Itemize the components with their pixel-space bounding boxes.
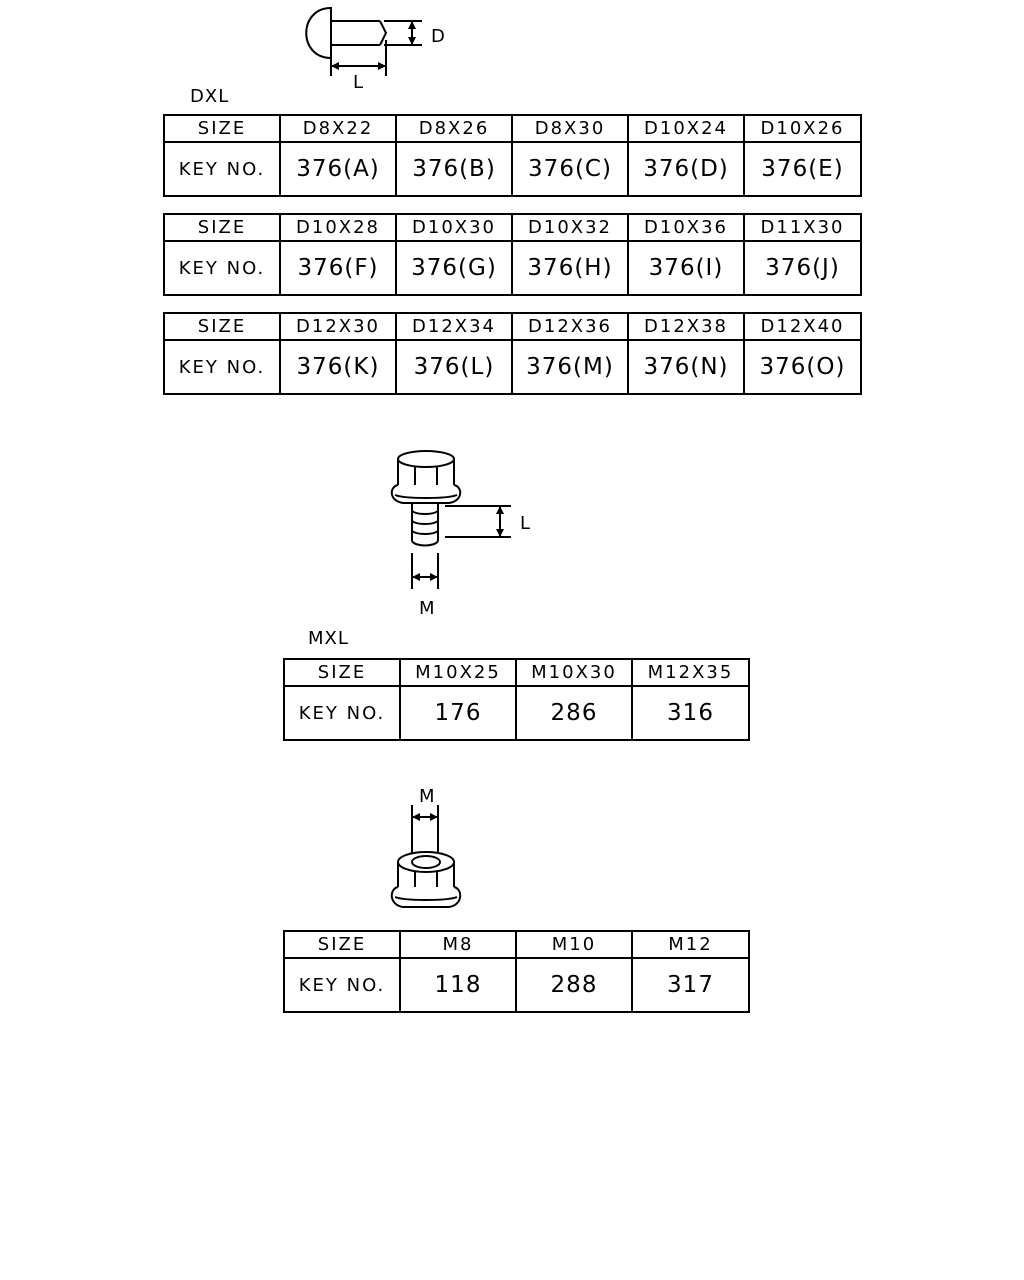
- size-cell: D10X26: [744, 115, 861, 142]
- size-cell: D10X30: [396, 214, 512, 241]
- key-cell: 316: [632, 686, 749, 740]
- size-cell: D12X40: [744, 313, 861, 340]
- size-row-header: SIZE: [284, 931, 400, 958]
- size-cell: D10X28: [280, 214, 396, 241]
- size-cell: D10X32: [512, 214, 628, 241]
- key-cell: 286: [516, 686, 632, 740]
- key-row: [164, 142, 861, 196]
- dimension-l-label: L: [520, 513, 532, 534]
- bolt-caption: MXL: [308, 628, 349, 649]
- key-cell: 118: [400, 958, 516, 1012]
- size-cell: D11X30: [744, 214, 861, 241]
- key-cell: 376(M): [512, 340, 628, 394]
- key-row: [284, 958, 749, 1012]
- size-cell: M10X30: [516, 659, 632, 686]
- bolt-size-table: [283, 658, 750, 741]
- key-cell: 376(E): [744, 142, 861, 196]
- key-cell: 376(L): [396, 340, 512, 394]
- key-cell: 376(B): [396, 142, 512, 196]
- dimension-d-label: D: [431, 26, 446, 47]
- size-cell: D12X36: [512, 313, 628, 340]
- size-row: [164, 214, 861, 241]
- key-cell: 176: [400, 686, 516, 740]
- size-cell: D8X26: [396, 115, 512, 142]
- size-cell: M12X35: [632, 659, 749, 686]
- key-cell: 288: [516, 958, 632, 1012]
- size-row: [164, 115, 861, 142]
- rivet-size-table-1: [163, 114, 862, 197]
- key-cell: 317: [632, 958, 749, 1012]
- key-cell: 376(N): [628, 340, 744, 394]
- key-row: [284, 686, 749, 740]
- key-cell: 376(O): [744, 340, 861, 394]
- key-row-header: KEY NO.: [284, 958, 400, 1012]
- dimension-m-label: M: [419, 786, 436, 807]
- size-cell: D12X38: [628, 313, 744, 340]
- size-cell: D12X30: [280, 313, 396, 340]
- size-row: [284, 931, 749, 958]
- rivet-caption: DXL: [190, 86, 230, 107]
- key-cell: 376(I): [628, 241, 744, 295]
- key-row: [164, 241, 861, 295]
- rivet-size-table-2: [163, 213, 862, 296]
- size-cell: M12: [632, 931, 749, 958]
- key-cell: 376(D): [628, 142, 744, 196]
- dimension-m-label: M: [419, 598, 436, 619]
- key-cell: 376(K): [280, 340, 396, 394]
- key-cell: 376(C): [512, 142, 628, 196]
- key-row: [164, 340, 861, 394]
- size-row-header: SIZE: [164, 115, 280, 142]
- key-cell: 376(H): [512, 241, 628, 295]
- nut-size-table: [283, 930, 750, 1013]
- key-row-header: KEY NO.: [284, 686, 400, 740]
- key-cell: 376(G): [396, 241, 512, 295]
- size-cell: M10: [516, 931, 632, 958]
- size-cell: D8X30: [512, 115, 628, 142]
- size-row-header: SIZE: [164, 313, 280, 340]
- size-cell: D12X34: [396, 313, 512, 340]
- key-cell: 376(A): [280, 142, 396, 196]
- size-cell: D8X22: [280, 115, 396, 142]
- size-cell: M10X25: [400, 659, 516, 686]
- flange-nut-drawing: [385, 805, 475, 915]
- dimension-l-label: L: [353, 72, 365, 93]
- size-row: [164, 313, 861, 340]
- key-cell: 376(J): [744, 241, 861, 295]
- size-row-header: SIZE: [164, 214, 280, 241]
- key-row-header: KEY NO.: [164, 142, 280, 196]
- rivet-drawing: [290, 0, 460, 95]
- key-row-header: KEY NO.: [164, 241, 280, 295]
- rivet-size-table-3: [163, 312, 862, 395]
- size-cell: D10X24: [628, 115, 744, 142]
- size-cell: M8: [400, 931, 516, 958]
- key-cell: 376(F): [280, 241, 396, 295]
- size-cell: D10X36: [628, 214, 744, 241]
- size-row: [284, 659, 749, 686]
- flange-bolt-drawing: [385, 445, 515, 590]
- key-row-header: KEY NO.: [164, 340, 280, 394]
- size-row-header: SIZE: [284, 659, 400, 686]
